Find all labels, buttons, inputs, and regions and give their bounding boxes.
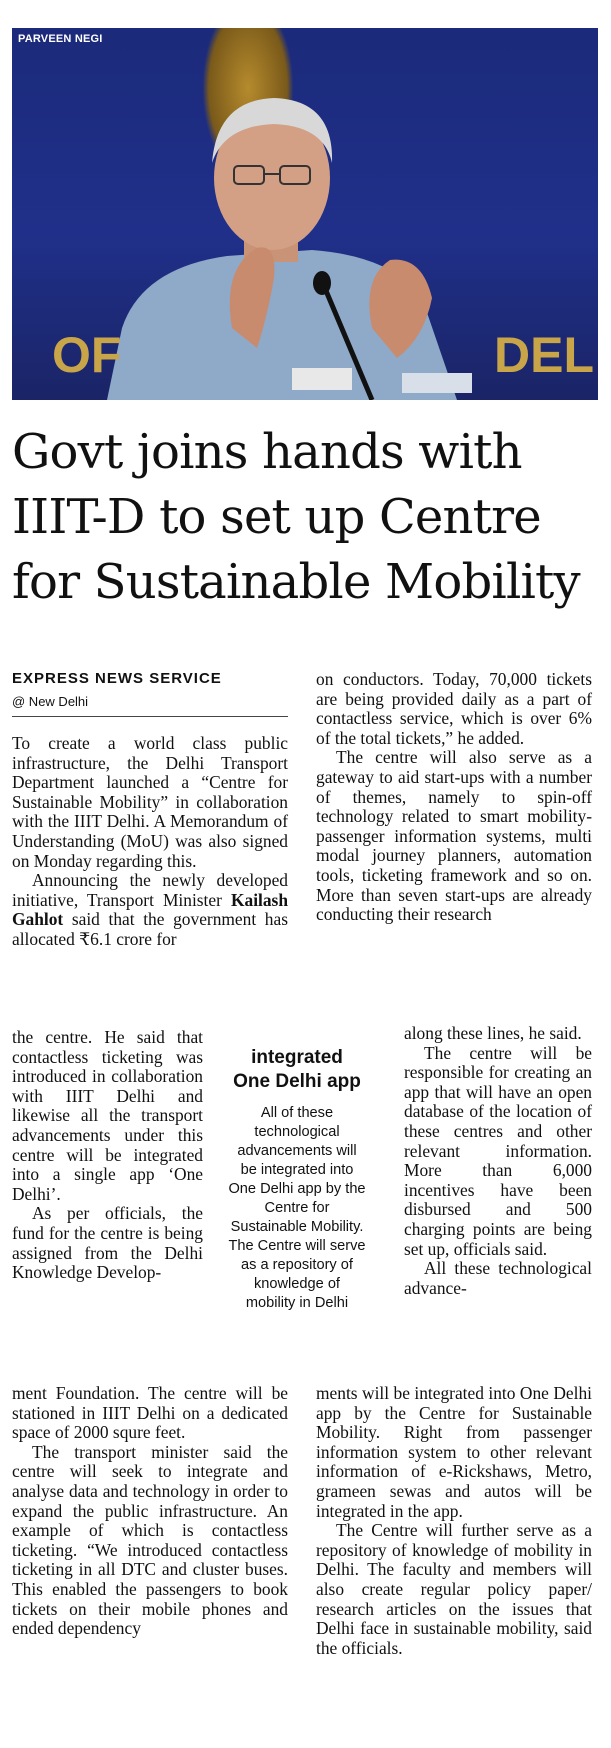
column-1-top bbox=[12, 734, 288, 950]
paragraph: on conductors. Today, 70,000 tickets are being provided daily as a part of contactless service, which is over 6% of the total tickets,” he added. bbox=[316, 669, 592, 748]
paragraph: The centre will also serve as a gateway to aid start-ups with a number of themes, namely to spin-off technology related to smart mobility- passenger information systems, multi modal journey planners, automation tools, ticketing framework and so on. More than seven start-ups are already conducting their research bbox=[316, 747, 592, 925]
paragraph: ment Foundation. The centre will be stationed in IIIT Delhi on a dedicated space of 2000 squre feet. bbox=[12, 1383, 288, 1443]
paragraph: The transport minister said the centre will seek to integrate and analyse data and technology in order to expand the public infrastructure. An example of which is contactless ticketing. “We introduced contactless ticketing in all DTC and cluster buses. This enabled the passengers to book tickets on their mobile phones and ended dependency bbox=[12, 1441, 288, 1639]
paragraph: All these technological advance- bbox=[404, 1258, 592, 1298]
headline: Govt joins hands with IIIT-D to set up Centre for Sustainable Mobility bbox=[12, 424, 580, 610]
column-2-bottom bbox=[316, 1384, 592, 1658]
paragraph: Announcing the newly developed initiative, Transport Minister Kailash Gahlot said that the government has allocated ₹6.1 crore for bbox=[12, 870, 288, 949]
column-1-narrow bbox=[12, 1028, 203, 1283]
paragraph: The Centre will further serve as a repository of knowledge of mobility in Delhi. The faculty and members will also create regular policy paper/ research articles on the issues that Delhi face in sustainable mobility, said the officials. bbox=[316, 1520, 592, 1658]
column-1-bottom bbox=[12, 1384, 288, 1639]
sidebar-heading: integrated One Delhi app bbox=[233, 1047, 361, 1092]
backdrop-text-right: DEL bbox=[494, 327, 594, 383]
paragraph: ments will be integrated into One Delhi app by the Centre for Sustainable Mobility. Right from passenger information system to other relevant information of e-Rickshaws, Metro, grameen sewas and autos will be integrated in the app. bbox=[316, 1383, 592, 1521]
paragraph: the centre. He said that contactless ticketing was introduced in collaboration with IIIT Delhi and likewise all the transport advancements under this centre will be integrated into a single app ‘One Delhi’. bbox=[12, 1027, 203, 1204]
paragraph: along these lines, he said. bbox=[404, 1023, 582, 1043]
sidebar-body: All of these technological advancements will be integrated into One Delhi app by the Centre for Sustainable Mobility. The Centre will serve as a repository of knowledge of mobility in Delhi bbox=[228, 1105, 366, 1311]
paragraph: As per officials, the fund for the centre is being assigned from the Delhi Knowledge Develop- bbox=[12, 1203, 203, 1283]
column-2-narrow bbox=[404, 1024, 592, 1298]
byline-rule bbox=[12, 716, 288, 717]
article-photo bbox=[12, 28, 598, 400]
minister-name: Kailash Gahlot bbox=[12, 889, 288, 930]
photo-credit: PARVEEN NEGI bbox=[18, 33, 103, 45]
paragraph: The centre will be responsible for creating an app that will have an open database of the location of these centres and other relevant information. More than 6,000 incentives have been disbursed and 500 charging points are being set up, officials said. bbox=[404, 1042, 592, 1259]
paragraph: To create a world class public infrastructure, the Delhi Transport Department launched a “Centre for Sustainable Mobility” in collaboration with the IIIT Delhi. A Memorandum of Understanding (MoU) was also signed on Monday regarding this. bbox=[12, 733, 288, 871]
byline: EXPRESS NEWS SERVICE bbox=[12, 670, 222, 687]
backdrop-text-left: OF bbox=[52, 327, 122, 383]
dateline: @ New Delhi bbox=[12, 694, 89, 709]
column-2-top bbox=[316, 670, 592, 925]
